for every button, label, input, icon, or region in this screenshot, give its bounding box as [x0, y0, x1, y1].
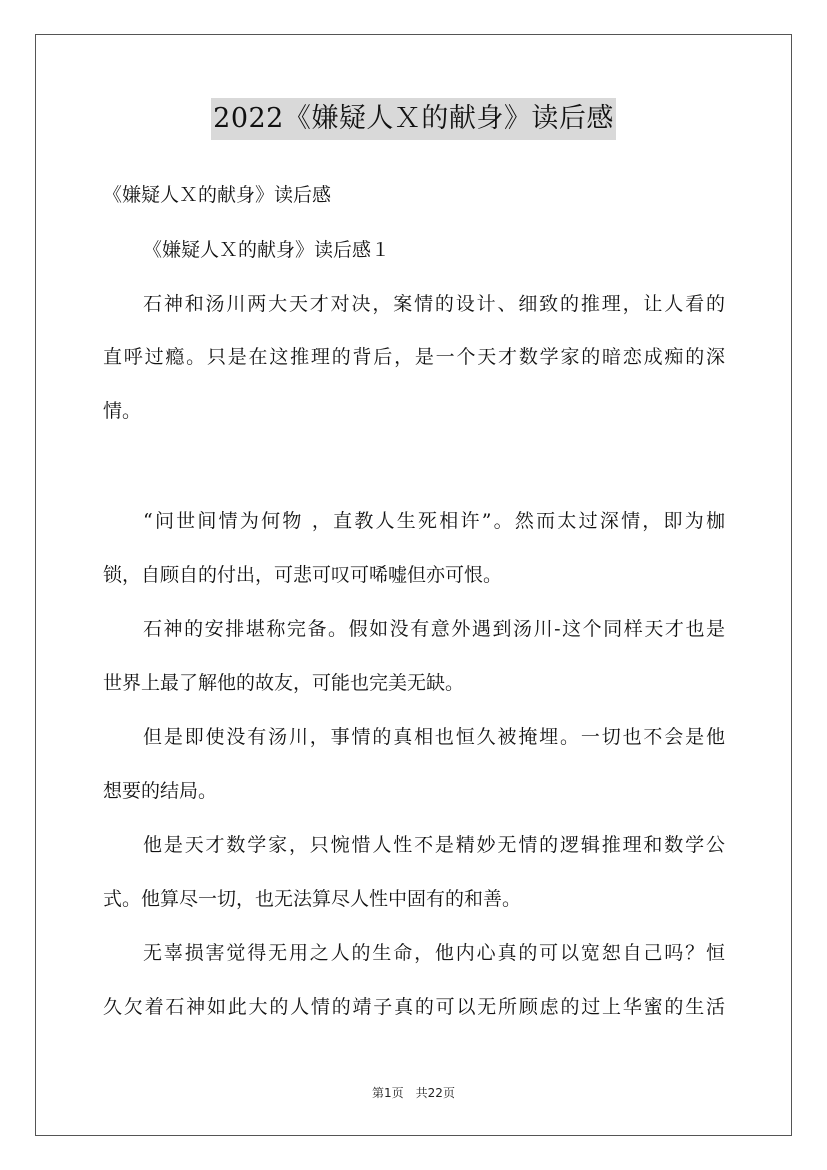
- paragraph-line: 他是天才数学家，只惋惜人性不是精妙无情的逻辑推理和数学公: [143, 834, 725, 856]
- paragraph-line: 但是即使没有汤川，事情的真相也恒久被掩埋。一切也不会是他: [143, 726, 725, 748]
- paragraph-line: 情。: [103, 400, 142, 422]
- document-title: 2022《嫌疑人Ｘ的献身》读后感: [211, 98, 616, 140]
- paragraph-line: 石神的安排堪称完备。假如没有意外遇到汤川-这个同样天才也是: [143, 618, 725, 640]
- paragraph-line: “问世间情为何物 ，直教人生死相许”。然而太过深情，即为枷: [143, 510, 725, 532]
- paragraph-line: 世界上最了解他的故友，可能也完美无缺。: [103, 672, 465, 694]
- page-footer: [0, 1084, 827, 1101]
- paragraph-line: 石神和汤川两大天才对决，案情的设计、细致的推理，让人看的: [143, 293, 725, 315]
- paragraph-line: 锁，自顾自的付出，可悲可叹可唏嘘但亦可恨。: [103, 564, 503, 586]
- page-total: 共22页: [415, 1086, 455, 1100]
- page-number: 第1页: [372, 1086, 404, 1100]
- paragraph-line: 式。他算尽一切，也无法算尽人性中固有的和善。: [103, 888, 522, 910]
- paragraph-line: 久欠着石神如此大的人情的靖子真的可以无所顾虑的过上华蜜的生活: [103, 996, 725, 1018]
- paragraph-line: 直呼过瘾。只是在这推理的背后，是一个天才数学家的暗恋成痴的深: [103, 346, 725, 368]
- paragraph-line: 想要的结局。: [103, 780, 218, 802]
- document-subtitle: 《嫌疑人Ｘ的献身》读后感: [103, 184, 332, 206]
- section-heading: 《嫌疑人Ｘ的献身》读后感１: [143, 239, 391, 261]
- title-container: [0, 98, 827, 140]
- paragraph-line: 无辜损害觉得无用之人的生命，他内心真的可以宽恕自己吗？恒: [143, 942, 725, 964]
